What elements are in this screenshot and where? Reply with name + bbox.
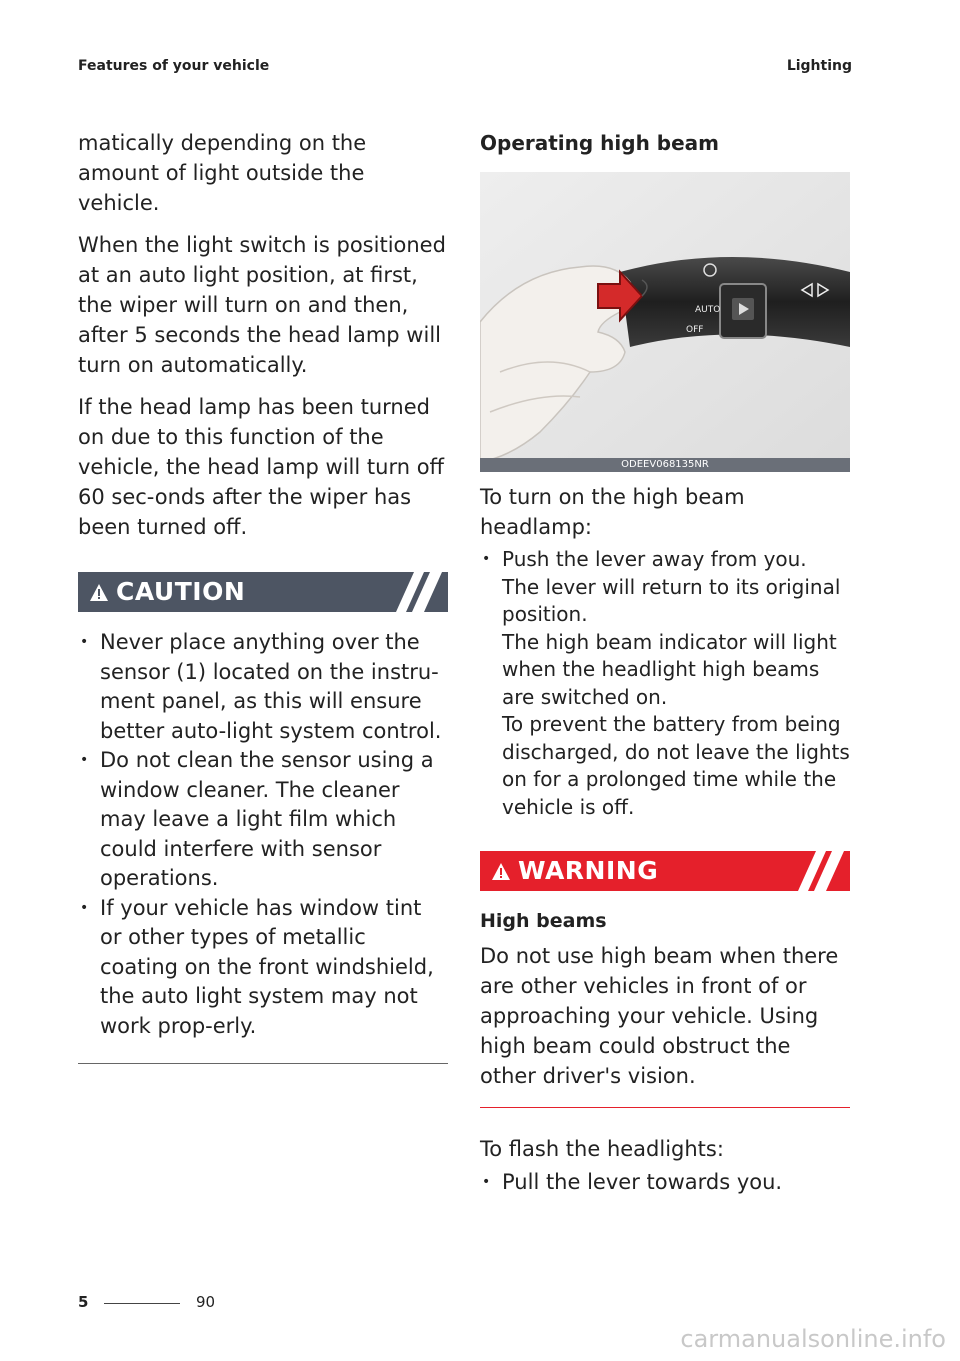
topic-title: Lighting [786, 58, 852, 74]
step-note: To prevent the battery from being discharged, do not leave the lights on for a prolonged time while the vehicle is off. [502, 712, 850, 819]
watermark: carmanualsonline.info [680, 1325, 946, 1353]
flash-intro: To flash the headlights: [480, 1137, 724, 1161]
headlight-lever-image [480, 172, 850, 472]
lever-off-label: OFF [686, 325, 704, 335]
warning-banner [480, 851, 850, 891]
step-main: Push the lever away from you. [502, 547, 807, 571]
paragraph-1: matically depending on the amount of light outside the vehicle. [78, 131, 367, 215]
warning-triangle-icon [492, 863, 510, 880]
paragraph-2: When the light switch is positioned at an auto light position, at first, the wiper will turn on and then, after 5 seconds the head lamp will turn on automatically. [78, 233, 446, 377]
high-beam-intro: To turn on the high beam headlamp: [480, 485, 745, 539]
caution-list [78, 628, 448, 1041]
section-divider [78, 1063, 448, 1064]
section-heading: Operating high beam [480, 131, 720, 155]
warning-subtitle: High beams [480, 910, 607, 932]
warning-title: WARNING [518, 856, 659, 885]
high-beam-step [480, 546, 850, 821]
high-beam-steps [480, 546, 850, 821]
left-column [78, 128, 448, 1064]
lever-illustration [480, 172, 850, 472]
banner-slash-decoration [394, 572, 444, 612]
caution-banner [78, 572, 448, 612]
warning-triangle-icon [90, 584, 108, 601]
warning-text: Do not use high beam when there are other vehicles in front of or approaching your vehicle. Using high beam could obstruct the other driver's vision. [480, 944, 839, 1088]
paragraph-3: If the head lamp has been turned on due to this function of the vehicle, the head lamp will turn off 60 sec-onds after the wiper has been turned off. [78, 395, 445, 539]
caution-item: • Never place anything over the sensor (1) located on the instru-ment panel, as this will ensure better auto-light system control. [78, 628, 448, 746]
banner-slash-decoration [796, 851, 846, 891]
figure-caption: ODEEV068135NR [480, 458, 850, 472]
flash-step: • Pull the lever towards you. [480, 1168, 850, 1198]
step-note: The lever will return to its original position. [502, 574, 841, 626]
chapter-number: 5 [78, 1293, 89, 1311]
flash-steps [480, 1168, 850, 1198]
right-column [480, 128, 850, 1198]
step-note: The high beam indicator will light when the headlight high beams are switched on. [502, 629, 837, 709]
footer-rule [104, 1303, 180, 1304]
caution-title: CAUTION [116, 577, 246, 606]
lever-auto-label: AUTO [695, 305, 721, 315]
section-title: Features of your vehicle [78, 58, 270, 74]
caution-item: • If your vehicle has window tint or other types of metallic coating on the front windshield, the auto light system may not work prop-erly. [78, 894, 448, 1042]
caution-item: • Do not clean the sensor using a window cleaner. The cleaner may leave a light film which could interfere with sensor operations. [78, 746, 448, 894]
warning-divider [480, 1107, 850, 1108]
page-number: 90 [196, 1293, 216, 1311]
